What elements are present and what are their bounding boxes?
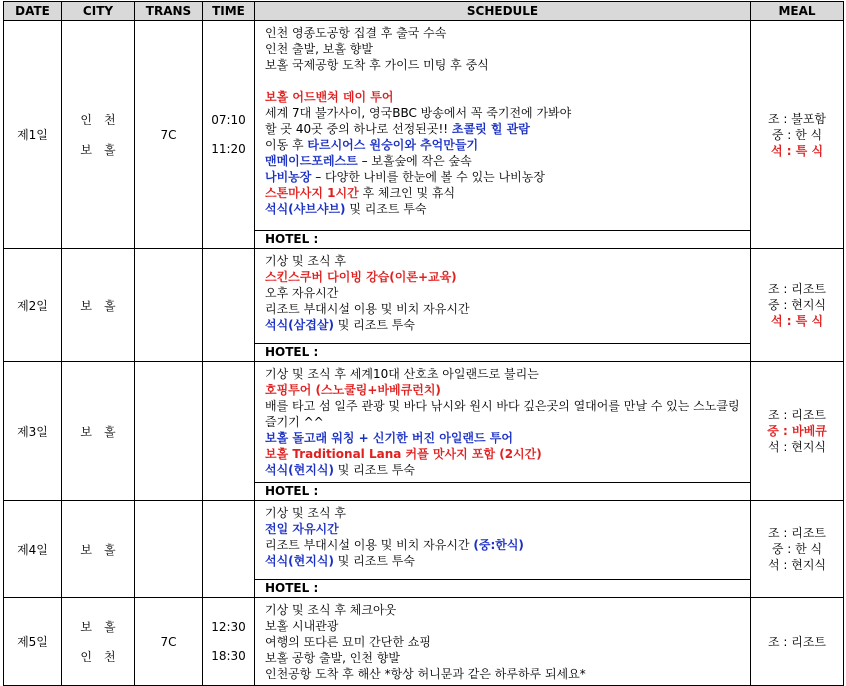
day-date: 제4일	[4, 501, 62, 598]
meal-item: 조 : 리조트	[767, 526, 827, 540]
day-time	[203, 21, 255, 249]
schedule-line	[265, 462, 742, 478]
city-list	[62, 618, 134, 665]
time-value: 18:30	[211, 649, 246, 663]
city-list	[62, 541, 134, 558]
schedule-line	[265, 253, 742, 269]
schedule-line	[265, 521, 742, 537]
schedule-line	[265, 618, 742, 634]
schedule-text: 보홀 어드밴쳐 데이 투어	[265, 90, 394, 104]
meal-item: 조 : 리조트	[767, 408, 827, 422]
day-schedule	[255, 362, 751, 501]
schedule-line	[265, 269, 742, 285]
schedule-line	[265, 121, 742, 137]
hotel-label: HOTEL :	[255, 482, 750, 500]
header-schedule: SCHEDULE	[255, 2, 751, 21]
schedule-line	[265, 317, 742, 333]
schedule-text: – 보홀숲에 작은 숲속	[357, 154, 472, 168]
schedule-text: 인천공항 도착 후 해산 *항상 허니문과 같은 하루하루 되세요*	[265, 667, 586, 681]
day-row	[4, 21, 844, 249]
schedule-lines	[255, 501, 750, 579]
schedule-line	[265, 169, 742, 185]
schedule-lines	[255, 21, 750, 230]
schedule-text: 전일 자유시간	[265, 522, 339, 536]
day-city	[62, 598, 135, 686]
schedule-text: 및 리조트 투숙	[333, 554, 415, 568]
schedule-line	[265, 105, 742, 121]
meal-list	[751, 407, 843, 455]
schedule-text: 타르시어스 원숭이와 추억만들기	[307, 138, 479, 152]
schedule-table	[3, 1, 844, 686]
schedule-line	[265, 153, 742, 169]
schedule-text: 석식(현지식)	[265, 463, 334, 477]
schedule-text: 및 리조트 투숙	[333, 463, 415, 477]
schedule-text: 및 리조트 투숙	[345, 202, 427, 216]
meal-item: 조 : 리조트	[767, 282, 827, 296]
schedule-text: 보홀 Traditional Lana 커플 맛사지 포함 (2시간)	[265, 447, 542, 461]
schedule-text: – 다양한 나비를 한눈에 볼 수 있는 나비농장	[311, 170, 545, 184]
meal-list	[751, 111, 843, 159]
time-value: 11:20	[211, 142, 246, 156]
schedule-text: 이동 후	[265, 138, 308, 152]
schedule-text: 보홀 시내관광	[265, 619, 339, 633]
day-date: 제1일	[4, 21, 62, 249]
day-meal	[751, 21, 844, 249]
city-list	[62, 297, 134, 314]
day-meal	[751, 598, 844, 686]
day-time	[203, 598, 255, 686]
header-time: TIME	[203, 2, 255, 21]
day-schedule	[255, 249, 751, 362]
day-date: 제5일	[4, 598, 62, 686]
day-city	[62, 362, 135, 501]
schedule-spacer	[265, 73, 742, 89]
schedule-line	[265, 650, 742, 666]
schedule-text: 배를 타고 섬 일주 관광 및 바다 낚시와 원시 바다 깊은곳의 열대어를 만날 수 있는 스노클링 즐기기 ^^	[265, 399, 740, 429]
schedule-text: 후 체크인 및 휴식	[358, 186, 456, 200]
schedule-text: (중:한식)	[473, 538, 524, 552]
schedule-text: 맨메이드포레스트	[265, 154, 358, 168]
schedule-lines	[255, 598, 750, 684]
schedule-text: 보홀 돌고래 워칭 + 신기한 버진 아일랜드 투어	[265, 431, 513, 445]
city-name: 인 천	[80, 113, 116, 127]
day-row	[4, 249, 844, 362]
day-row	[4, 598, 844, 686]
header-date: DATE	[4, 2, 62, 21]
city-list	[62, 423, 134, 440]
schedule-line	[265, 89, 742, 105]
schedule-line	[265, 634, 742, 650]
city-name: 보 홀	[80, 143, 116, 157]
meal-item: 석 : 현지식	[767, 440, 827, 454]
meal-item: 중 : 한 식	[771, 542, 823, 556]
day-time	[203, 249, 255, 362]
schedule-line	[265, 366, 742, 382]
meal-item: 석 : 특 식	[770, 314, 824, 328]
meal-item: 석 : 현지식	[767, 558, 827, 572]
schedule-line	[265, 553, 742, 569]
meal-item: 조 : 리조트	[767, 634, 827, 649]
schedule-line	[265, 537, 742, 553]
meal-list	[751, 634, 843, 650]
day-date: 제3일	[4, 362, 62, 501]
schedule-lines	[255, 362, 750, 482]
day-trans: 7C	[135, 598, 203, 686]
city-name: 보 홀	[80, 424, 116, 439]
schedule-line	[265, 285, 742, 301]
schedule-line	[265, 301, 742, 317]
day-date: 제2일	[4, 249, 62, 362]
schedule-text: 인천 출발, 보홀 향발	[265, 42, 373, 56]
schedule-text: 기상 및 조식 후 세계10대 산호초 아일랜드로 불리는	[265, 367, 539, 381]
schedule-line	[265, 602, 742, 618]
day-trans	[135, 501, 203, 598]
schedule-text: 석식(삼겹살)	[265, 318, 334, 332]
day-row	[4, 362, 844, 501]
day-trans: 7C	[135, 21, 203, 249]
schedule-text: 초콜릿 힐 관람	[451, 122, 530, 136]
schedule-text: 보홀 공항 출발, 인천 향발	[265, 651, 400, 665]
schedule-text: 스킨스쿠버 다이빙 강습(이론+교육)	[265, 270, 457, 284]
city-name: 인 천	[80, 650, 116, 664]
city-name: 보 홀	[80, 542, 116, 557]
schedule-text: 석식(샤브샤브)	[265, 202, 346, 216]
schedule-line	[265, 41, 742, 57]
schedule-line	[265, 25, 742, 41]
day-schedule	[255, 598, 751, 686]
day-city	[62, 501, 135, 598]
day-trans	[135, 249, 203, 362]
schedule-text: 보홀 국제공항 도착 후 가이드 미팅 후 중식	[265, 58, 489, 72]
day-time	[203, 501, 255, 598]
header-city: CITY	[62, 2, 135, 21]
schedule-text: 오후 자유시간	[265, 286, 339, 300]
day-schedule	[255, 501, 751, 598]
header-trans: TRANS	[135, 2, 203, 21]
day-city	[62, 21, 135, 249]
schedule-line	[265, 505, 742, 521]
city-name: 보 홀	[80, 620, 116, 634]
hotel-label: HOTEL :	[255, 230, 750, 248]
schedule-line	[265, 430, 742, 446]
schedule-lines	[255, 249, 750, 343]
day-time	[203, 362, 255, 501]
footer-note	[3, 676, 843, 683]
day-meal	[751, 362, 844, 501]
schedule-line	[265, 137, 742, 153]
time-value: 12:30	[211, 620, 246, 634]
header-meal: MEAL	[751, 2, 844, 21]
day-schedule	[255, 21, 751, 249]
schedule-text: 기상 및 조식 후 체크아웃	[265, 603, 397, 617]
meal-item: 중 : 바베큐	[767, 424, 827, 438]
schedule-text: 기상 및 조식 후	[265, 254, 346, 268]
schedule-text: 할 곳 40곳 중의 하나로 선정된곳!!	[265, 122, 452, 136]
day-city	[62, 249, 135, 362]
schedule-text: 호핑투어 (스노쿨링+바베큐런치)	[265, 383, 441, 397]
schedule-line	[265, 382, 742, 398]
meal-item: 조 : 불포함	[767, 111, 827, 126]
day-trans	[135, 362, 203, 501]
day-meal	[751, 501, 844, 598]
meal-list	[751, 525, 843, 573]
meal-item: 석 : 특 식	[770, 143, 824, 158]
day-row	[4, 501, 844, 598]
schedule-text: 리조트 부대시설 이용 및 비치 자유시간	[265, 302, 470, 316]
city-name: 보 홀	[80, 298, 116, 313]
schedule-text: 여행의 또다른 묘미 간단한 쇼핑	[265, 635, 431, 649]
schedule-line	[265, 398, 742, 430]
hotel-label: HOTEL :	[255, 343, 750, 361]
schedule-line	[265, 201, 742, 217]
meal-item: 중 : 현지식	[767, 298, 827, 312]
schedule-text: 세계 7대 불가사이, 영국BBC 방송에서 꼭 죽기전에 가봐야	[265, 106, 572, 120]
schedule-text: 인천 영종도공항 집결 후 출국 수속	[265, 26, 447, 40]
schedule-text: 리조트 부대시설 이용 및 비치 자유시간	[265, 538, 474, 552]
schedule-text: 및 리조트 투숙	[333, 318, 415, 332]
day-meal	[751, 249, 844, 362]
schedule-line	[265, 57, 742, 73]
schedule-line	[265, 446, 742, 462]
schedule-text: 나비농장	[265, 170, 312, 184]
schedule-text: 기상 및 조식 후	[265, 506, 346, 520]
schedule-line	[265, 185, 742, 201]
time-value: 07:10	[211, 113, 246, 127]
header-row	[4, 2, 844, 21]
meal-list	[751, 281, 843, 329]
city-list	[62, 111, 134, 158]
schedule-text: 석식(현지식)	[265, 554, 334, 568]
meal-item: 중 : 한 식	[771, 127, 823, 142]
hotel-label: HOTEL :	[255, 579, 750, 597]
schedule-text: 스톤마사지 1시간	[265, 186, 359, 200]
time-list	[203, 113, 254, 156]
time-list	[203, 620, 254, 663]
